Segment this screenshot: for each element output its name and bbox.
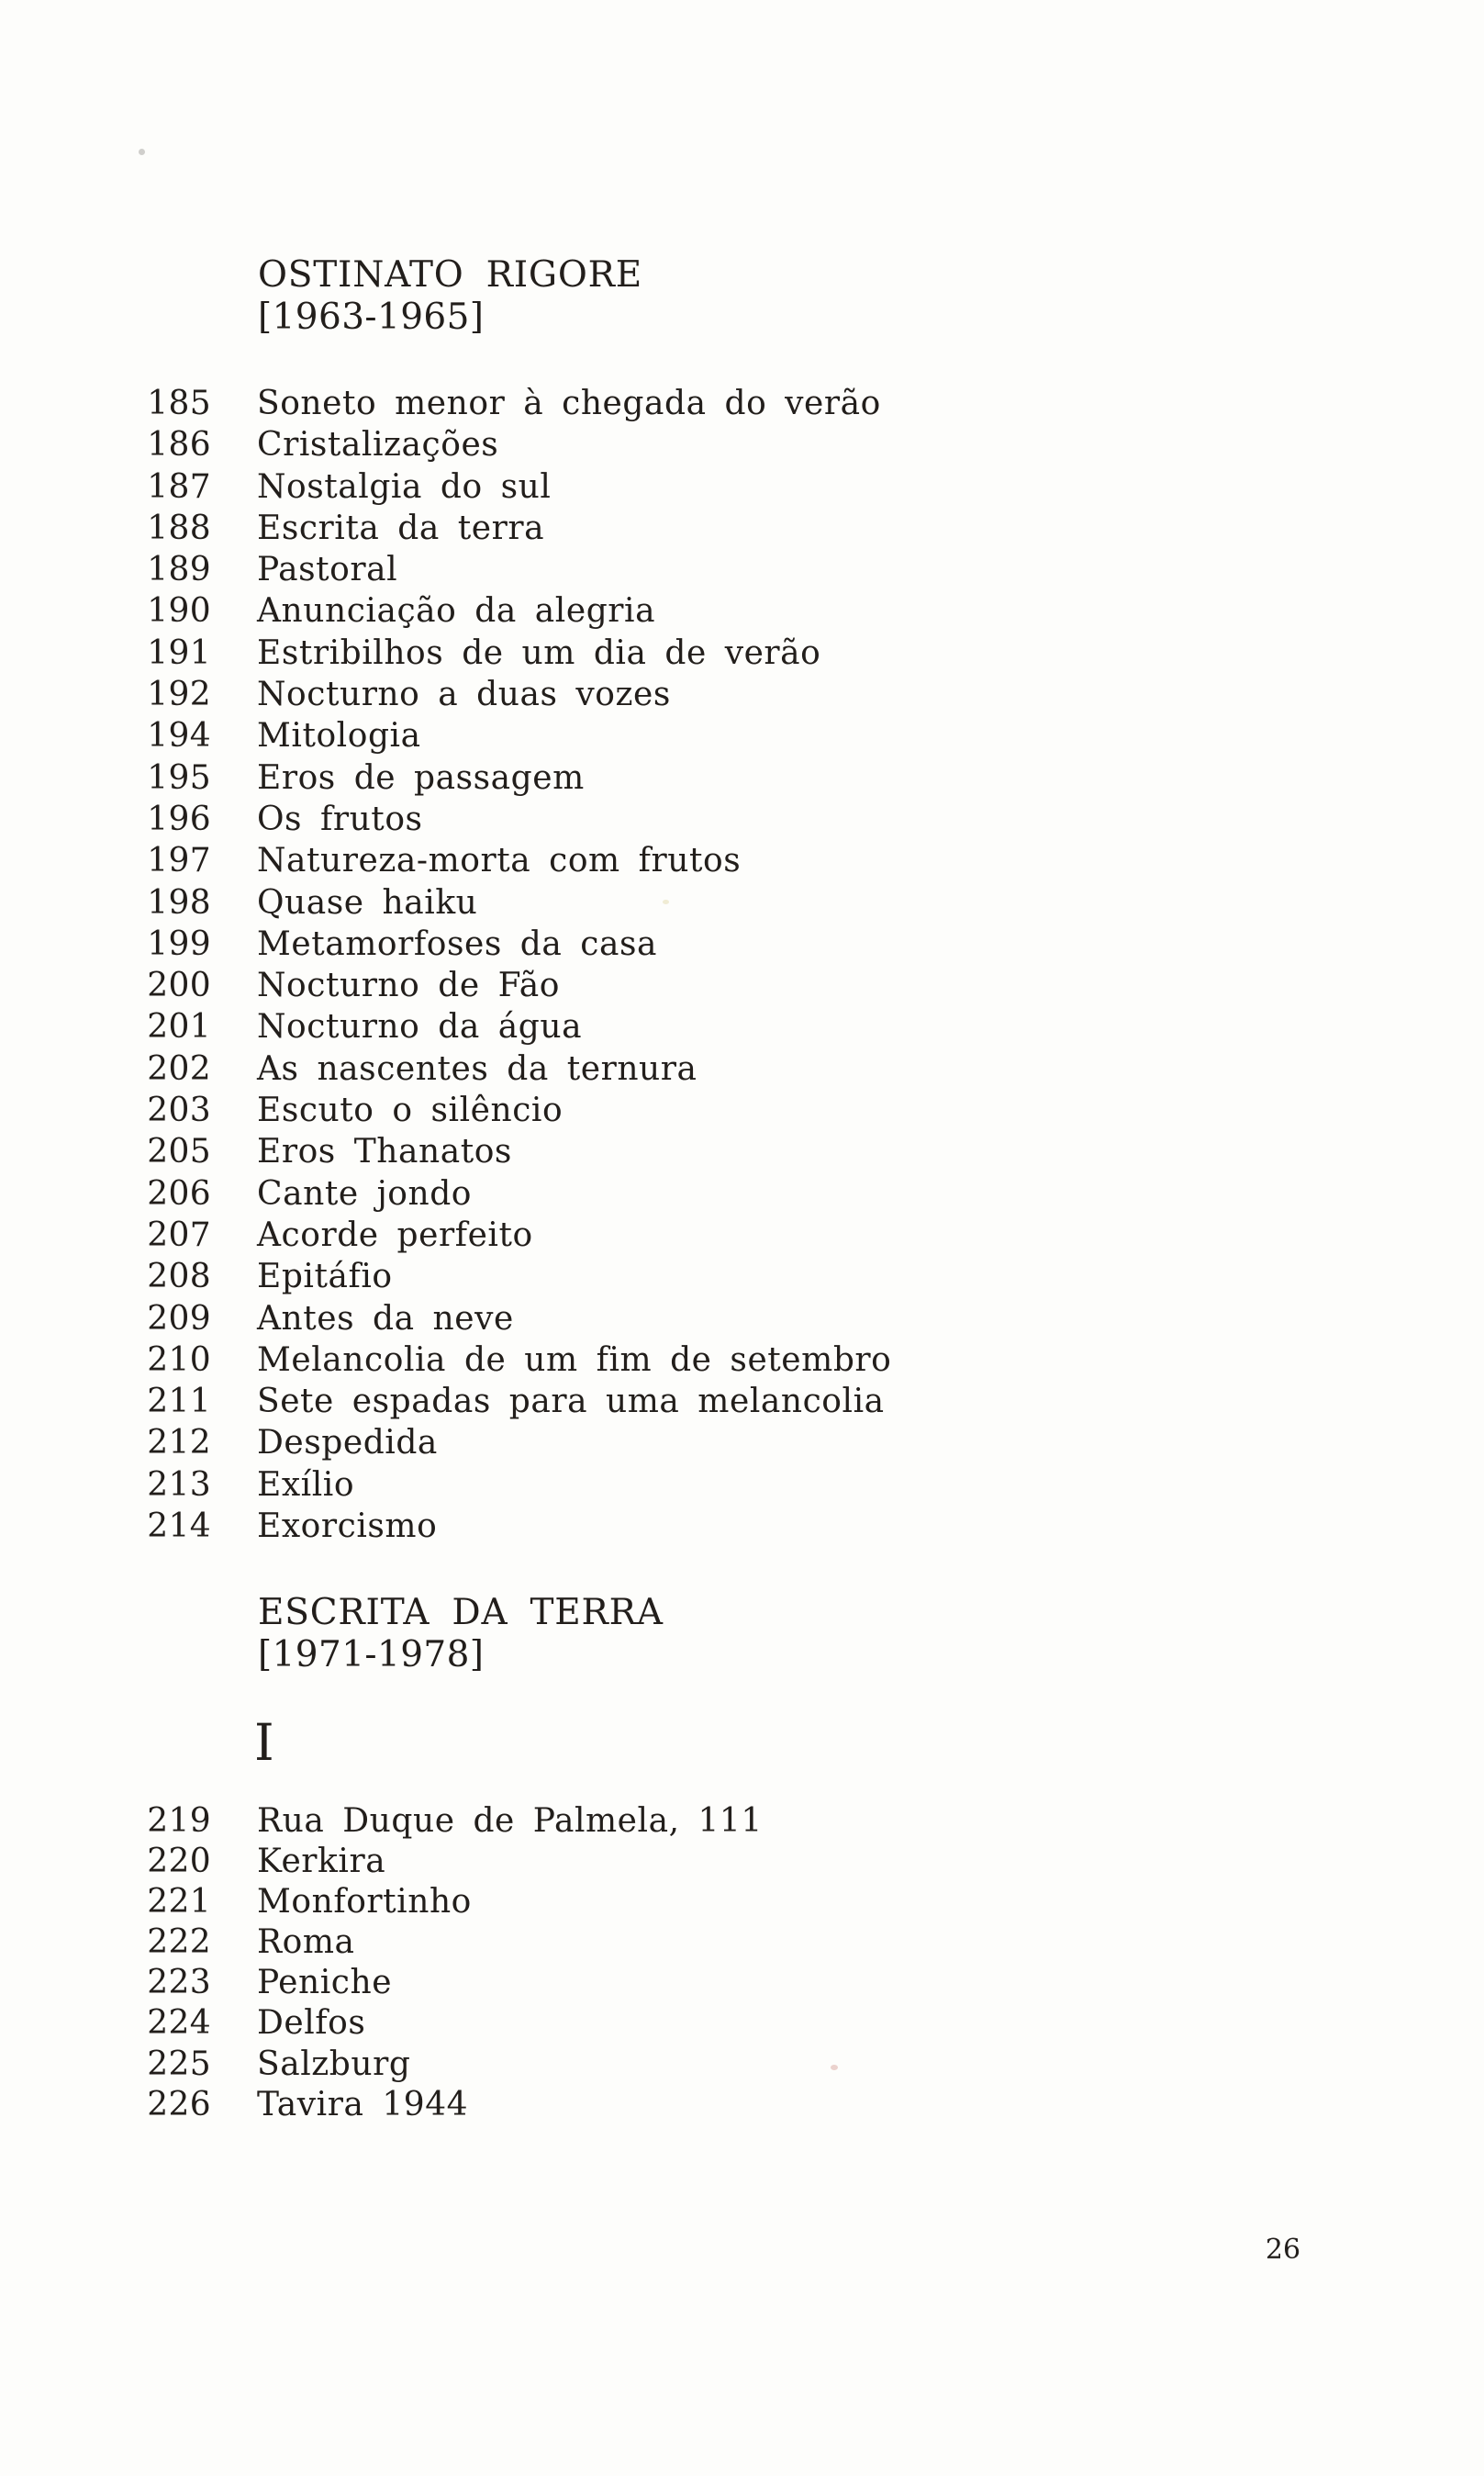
- entry-title: Delfos: [257, 2004, 366, 2043]
- entry-page-number: 190: [147, 592, 211, 631]
- entry-title: Acorde perfeito: [257, 1216, 533, 1254]
- entry-page-number: 188: [147, 509, 211, 547]
- table-row: [128, 1339, 1046, 1381]
- section-years: [1963-1965]: [258, 297, 485, 338]
- entry-title: Anunciação da alegria: [257, 592, 656, 631]
- entry-title: Os frutos: [257, 800, 423, 838]
- entry-page-number: 186: [147, 426, 211, 465]
- table-row: [128, 1506, 1046, 1547]
- entry-page-number: 220: [147, 1843, 211, 1881]
- entry-page-number: 203: [147, 1092, 211, 1130]
- scan-speck: [663, 900, 669, 904]
- table-row: [128, 1882, 1046, 1922]
- table-row: [128, 1006, 1046, 1048]
- entry-title: Monfortinho: [257, 1883, 472, 1921]
- entry-title: Nocturno da água: [257, 1008, 583, 1047]
- toc-list-escrita-da-terra: [128, 1801, 1046, 2125]
- entry-title: Exílio: [257, 1465, 355, 1504]
- entry-page-number: 199: [147, 924, 211, 963]
- entry-title: Nocturno de Fão: [257, 967, 560, 1005]
- entry-page-number: 187: [147, 467, 211, 506]
- table-row: [128, 715, 1046, 756]
- entry-title: Cristalizações: [257, 426, 499, 465]
- entry-page-number: 209: [147, 1299, 211, 1338]
- table-row: [128, 1215, 1046, 1256]
- table-row: [128, 757, 1046, 799]
- table-row: [128, 674, 1046, 715]
- entry-page-number: 210: [147, 1340, 211, 1379]
- entry-title: Mitologia: [257, 717, 421, 756]
- table-row: [128, 2085, 1046, 2125]
- entry-title: Rua Duque de Palmela, 111: [257, 1802, 763, 1840]
- table-row: [128, 383, 1046, 424]
- entry-title: Eros Thanatos: [257, 1133, 512, 1171]
- entry-page-number: 211: [147, 1383, 211, 1421]
- entry-page-number: 223: [147, 1964, 211, 2002]
- entry-page-number: 192: [147, 676, 211, 714]
- entry-page-number: 206: [147, 1174, 211, 1213]
- table-row: [128, 633, 1046, 674]
- table-row: [128, 965, 1046, 1006]
- entry-page-number: 196: [147, 800, 211, 838]
- entry-page-number: 185: [147, 385, 211, 422]
- entry-title: Natureza-morta com frutos: [257, 842, 742, 880]
- entry-title: Epitáfio: [257, 1258, 393, 1296]
- table-row: [128, 1464, 1046, 1506]
- table-row: [128, 2045, 1046, 2085]
- table-row: [128, 1048, 1046, 1090]
- table-row: [128, 924, 1046, 965]
- table-row: [128, 466, 1046, 508]
- entry-page-number: 224: [147, 2004, 211, 2043]
- scan-speck: [139, 149, 145, 155]
- entry-page-number: 202: [147, 1049, 211, 1088]
- entry-title: Sete espadas para uma melancolia: [257, 1383, 885, 1421]
- table-row: [128, 1298, 1046, 1339]
- entry-title: Exorcismo: [257, 1507, 438, 1546]
- entry-page-number: 207: [147, 1216, 211, 1254]
- entry-title: Pastoral: [257, 551, 398, 589]
- toc-list-ostinato-rigore: [128, 383, 1046, 1547]
- section-title: ESCRITA DA TERRA: [258, 1592, 664, 1633]
- entry-page-number: 208: [147, 1258, 211, 1296]
- entry-title: Escrita da terra: [257, 509, 545, 547]
- entry-page-number: 221: [147, 1883, 211, 1921]
- table-row: [128, 1801, 1046, 1842]
- table-row: [128, 1173, 1046, 1215]
- entry-title: Quase haiku: [257, 883, 478, 922]
- entry-page-number: 212: [147, 1424, 211, 1462]
- entry-title: Nostalgia do sul: [257, 467, 552, 506]
- entry-page-number: 214: [147, 1507, 211, 1546]
- scan-speck: [831, 2065, 838, 2070]
- part-numeral: I: [254, 1713, 274, 1772]
- entry-page-number: 205: [147, 1133, 211, 1171]
- table-row: [128, 2003, 1046, 2044]
- entry-page-number: 225: [147, 2045, 211, 2083]
- entry-page-number: 226: [147, 2085, 211, 2123]
- entry-page-number: 194: [147, 717, 211, 756]
- page-number: 26: [1265, 2234, 1301, 2266]
- entry-title: Roma: [257, 1923, 355, 1962]
- section-years: [1971-1978]: [258, 1634, 485, 1675]
- entry-title: Antes da neve: [257, 1299, 514, 1338]
- entry-page-number: 213: [147, 1465, 211, 1504]
- table-row: [128, 1090, 1046, 1131]
- entry-title: Despedida: [257, 1424, 438, 1462]
- entry-page-number: 219: [147, 1802, 211, 1840]
- section-title: OSTINATO RIGORE: [258, 254, 642, 296]
- entry-title: Melancolia de um fim de setembro: [257, 1340, 892, 1379]
- entry-title: Tavira 1944: [257, 2085, 469, 2123]
- entry-page-number: 197: [147, 842, 211, 880]
- entry-title: Kerkira: [257, 1843, 386, 1881]
- entry-title: Estribilhos de um dia de verão: [257, 633, 821, 672]
- section-heading-ostinato-rigore: [258, 254, 642, 339]
- entry-title: Peniche: [257, 1964, 393, 2002]
- table-row: [128, 840, 1046, 881]
- entry-page-number: 191: [147, 633, 211, 672]
- table-row: [128, 1963, 1046, 2003]
- entry-title: Metamorfoses da casa: [257, 924, 657, 963]
- entry-page-number: 198: [147, 883, 211, 922]
- entry-page-number: 189: [147, 551, 211, 589]
- table-row: [128, 1256, 1046, 1297]
- table-row: [128, 799, 1046, 840]
- entry-title: Nocturno a duas vozes: [257, 676, 671, 714]
- table-row: [128, 1842, 1046, 1882]
- entry-title: Salzburg: [257, 2045, 411, 2083]
- table-row: [128, 549, 1046, 590]
- section-heading-escrita-da-terra: [258, 1592, 664, 1676]
- table-row: [128, 508, 1046, 549]
- entry-title: Cante jondo: [257, 1174, 473, 1213]
- table-row: [128, 1381, 1046, 1422]
- entry-title: As nascentes da ternura: [257, 1049, 697, 1088]
- entry-page-number: 201: [147, 1008, 211, 1047]
- entry-page-number: 222: [147, 1923, 211, 1962]
- entry-page-number: 200: [147, 967, 211, 1005]
- entry-title: Escuto o silêncio: [257, 1092, 563, 1130]
- table-row: [128, 1922, 1046, 1963]
- table-row: [128, 1422, 1046, 1463]
- entry-page-number: 195: [147, 758, 211, 797]
- table-row: [128, 882, 1046, 924]
- table-row: [128, 424, 1046, 465]
- table-row: [128, 1131, 1046, 1172]
- entry-title: Soneto menor à chegada do verão: [257, 385, 881, 422]
- table-row: [128, 590, 1046, 632]
- entry-title: Eros de passagem: [257, 758, 585, 797]
